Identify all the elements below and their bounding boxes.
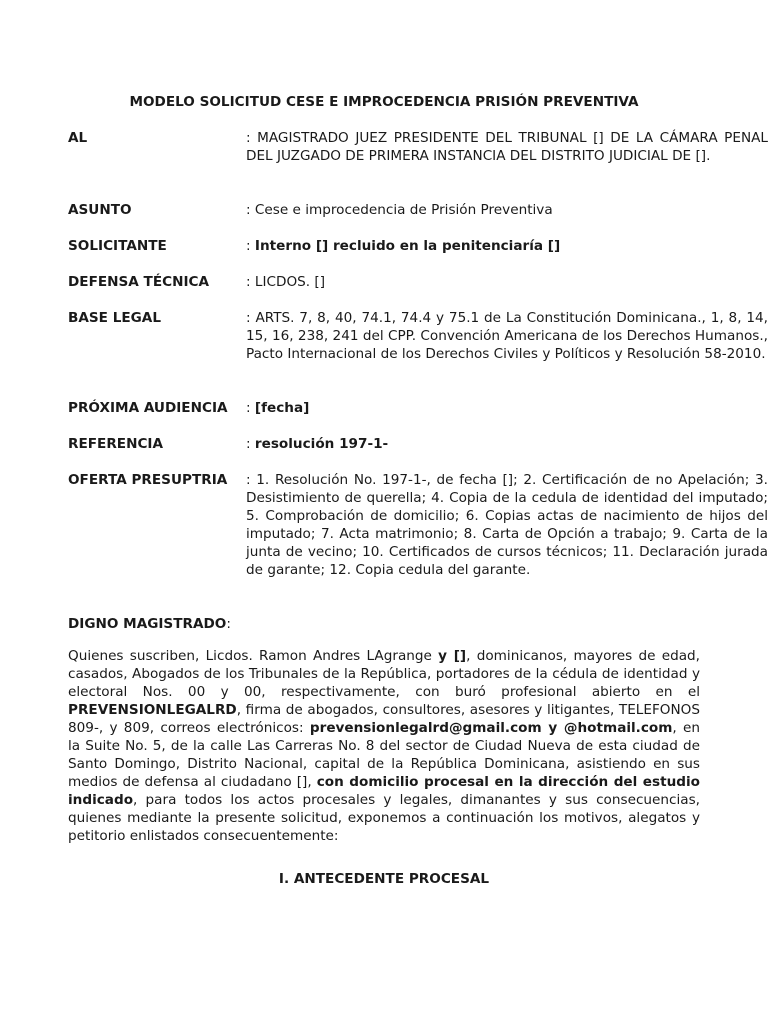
body-bold-text: con domicilio procesal en la dirección del estudio indicado bbox=[68, 774, 701, 808]
body-text: , firma de abogados, consultores, asesores y litigantes, TELEFONOS 809-, y 809, correos electrónicos: bbox=[68, 702, 700, 736]
field-value-bold: Interno [] recluido en la penitenciaría [] bbox=[254, 238, 561, 254]
body-bold-text: y [] bbox=[438, 648, 467, 664]
firm-name: PREVENSIONLEGALRD bbox=[68, 702, 237, 718]
field-value-bold: [fecha] bbox=[254, 400, 310, 416]
field-value-prefix: : bbox=[246, 238, 255, 254]
section-heading: I. ANTECEDENTE PROCESAL bbox=[278, 871, 490, 887]
salutation bbox=[68, 615, 231, 633]
field-value: : ARTS. 7, 8, 40, 74.1, 74.4 y 75.1 de La Constitución Dominicana., 1, 8, 14, 15, 16, 238, 241 del CPP. Convención Americana de los Derechos Humanos., Pacto Internacional de los Derechos Civiles y Políticos y Resolución 58-2010. bbox=[246, 310, 768, 362]
email-addresses: prevensionlegalrd@gmail.com y @hotmail.com bbox=[309, 720, 673, 736]
body-text: , en la Suite No. 5, de la calle Las Carreras No. 8 del sector de Ciudad Nueva de esta ciudad de Santo Domingo, Distrito Nacional, capital de la República Dominicana, asistiendo en sus medios de defensa al ciudadano [], bbox=[68, 720, 700, 790]
field-value: : Cese e improcedencia de Prisión Preventiva bbox=[246, 202, 553, 218]
field-label: BASE LEGAL bbox=[68, 310, 161, 326]
body-text: , para todos los actos procesales y legales, dimanantes y sus consecuencias, quienes mediante la presente solicitud, exponemos a continuación los motivos, alegatos y petitorio enlistados consecuentemente: bbox=[68, 792, 700, 844]
body-paragraph bbox=[68, 647, 700, 845]
field-value: : LICDOS. [] bbox=[246, 274, 326, 290]
body-text: Quienes suscriben, Licdos. Ramon Andres LAgrange bbox=[68, 648, 439, 664]
field-label: ASUNTO bbox=[68, 202, 132, 218]
field-value-prefix: : bbox=[246, 400, 255, 416]
field-label: REFERENCIA bbox=[68, 436, 164, 452]
field-value bbox=[246, 435, 768, 453]
field-label: OFERTA PRESUPTRIA bbox=[68, 472, 228, 488]
field-value: : 1. Resolución No. 197-1-, de fecha []; 2. Certificación de no Apelación; 3. Desistimiento de querella; 4. Copia de la cedula de identidad del imputado; 5. Comprobación de domicilio; 6. Copias actas de nacimiento de hijos del imputado; 7. Acta matrimonio; 8. Carta de Opción a trabajo; 9. Carta de la junta de vecino; 10. Certificados de cursos técnicos; 11. Declaración jurada de garante; 12. Copia cedula del garante. bbox=[246, 472, 768, 578]
field-label: AL bbox=[68, 130, 88, 146]
field-label: DEFENSA TÉCNICA bbox=[68, 274, 210, 290]
document-title: MODELO SOLICITUD CESE E IMPROCEDENCIA PRISIÓN PREVENTIVA bbox=[129, 94, 639, 110]
field-value bbox=[246, 237, 768, 255]
field-value-prefix: : bbox=[246, 436, 255, 452]
field-value bbox=[246, 399, 768, 417]
field-label: SOLICITANTE bbox=[68, 238, 167, 254]
field-value-bold: resolución 197-1- bbox=[254, 436, 389, 452]
field-value: : MAGISTRADO JUEZ PRESIDENTE DEL TRIBUNAL [] DE LA CÁMARA PENAL DEL JUZGADO DE PRIMERA INSTANCIA DEL DISTRITO JUDICIAL DE []. bbox=[246, 130, 768, 164]
salutation-text: DIGNO MAGISTRADO bbox=[68, 616, 227, 632]
salutation-colon: : bbox=[226, 616, 231, 632]
field-label: PRÓXIMA AUDIENCIA bbox=[68, 400, 228, 416]
body-text: , dominicanos, mayores de edad, casados, Abogados de los Tribunales de la República, portadores de la cédula de identidad y electoral Nos. 00 y 00, respectivamente, con buró profesional abierto en el bbox=[68, 648, 700, 700]
